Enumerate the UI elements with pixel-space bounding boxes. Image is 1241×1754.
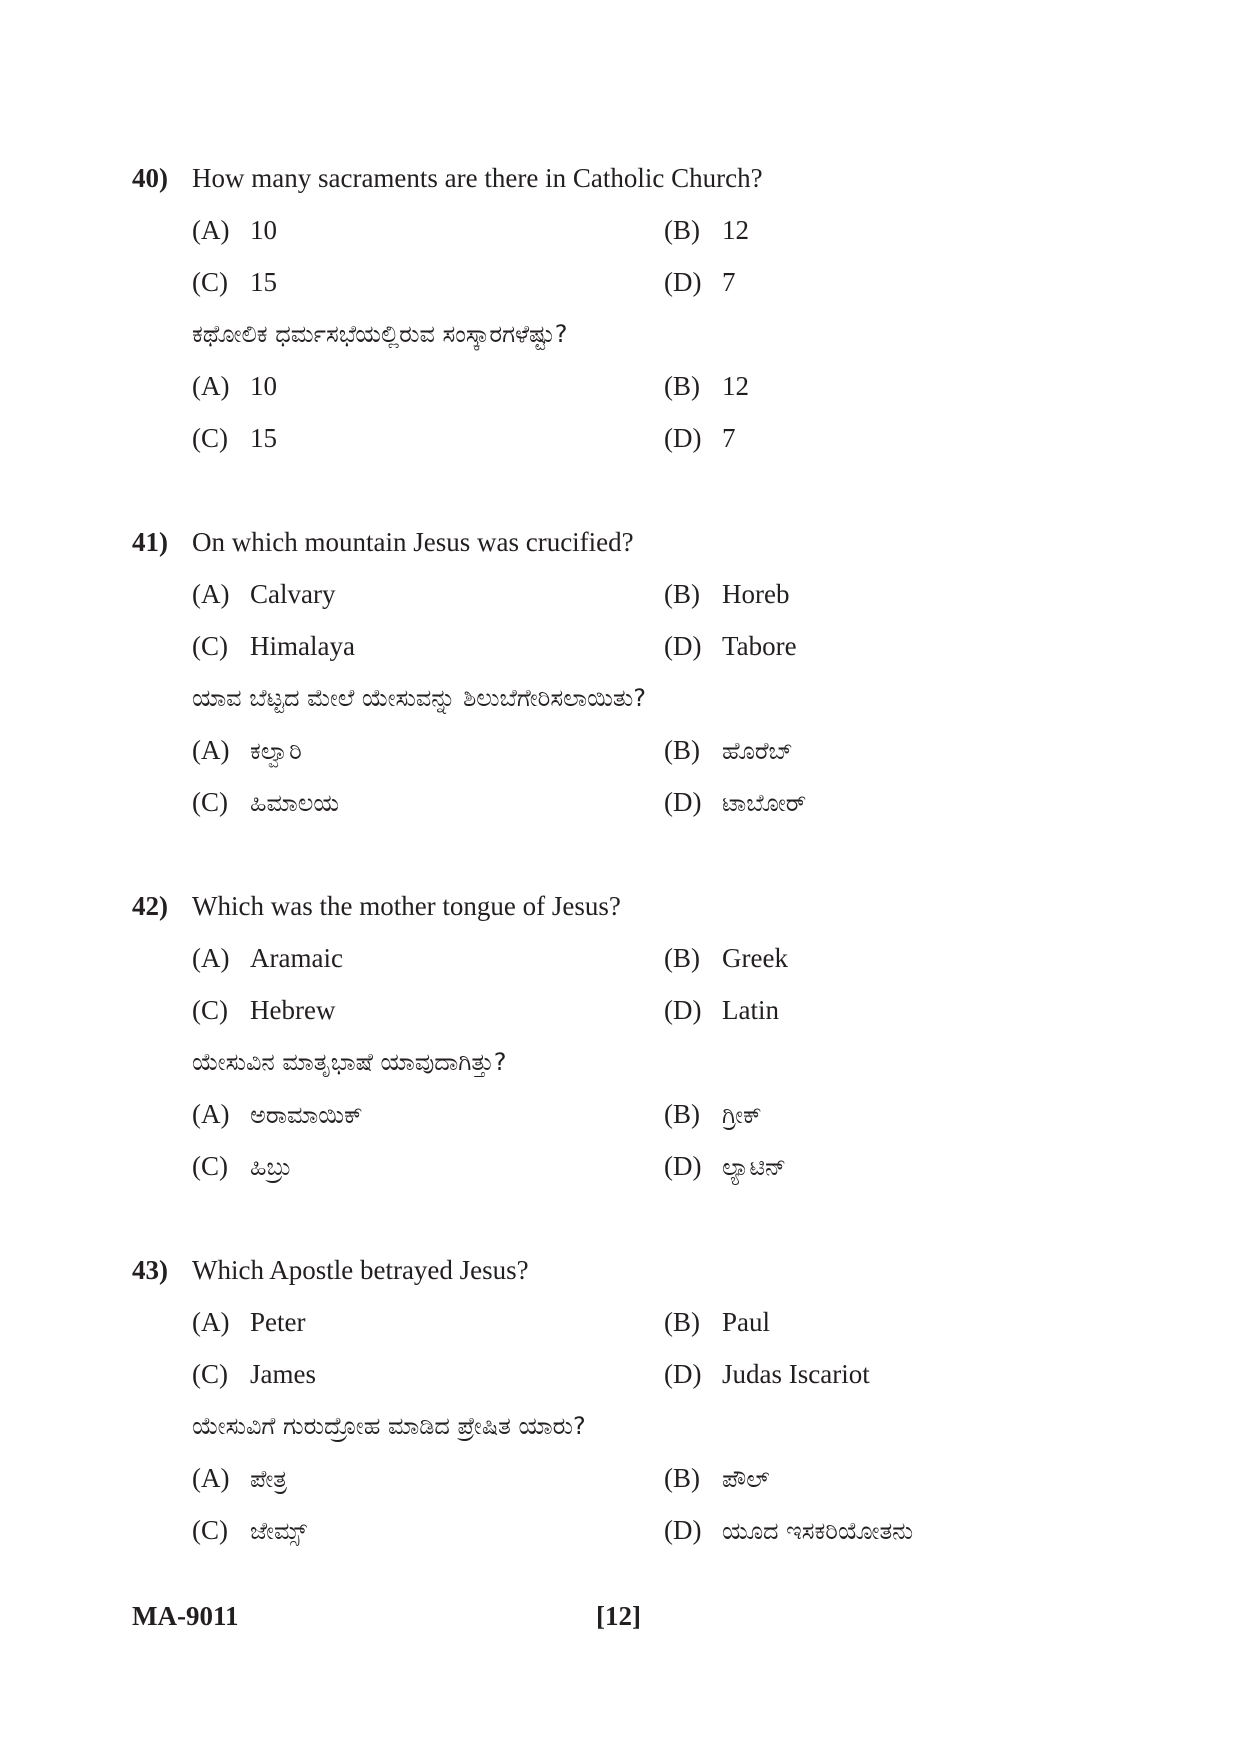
question-text-kannada: ಯೇಸುವಿಗೆ ಗುರುದ್ರೋಹ ಮಾಡಿದ ಪ್ರೇಷಿತ ಯಾರು?: [192, 1412, 586, 1440]
option-d-english: (D) Latin: [664, 995, 779, 1025]
option-b-english: (B) Horeb: [664, 579, 790, 609]
option-c-kannada: (C) ಜೇಮ್ಸ್: [192, 1515, 307, 1545]
option-d-english: (D) 7: [664, 267, 736, 297]
option-c-kannada: (C) 15: [192, 423, 277, 453]
option-b-english: (B) 12: [664, 215, 749, 245]
option-c-kannada: (C) ಹಿಮಾಲಯ: [192, 787, 340, 817]
option-d-english: (D) Judas Iscariot: [664, 1359, 870, 1389]
option-a-kannada: (A) ಕಲ್ವಾರಿ: [192, 735, 302, 765]
option-b-kannada: (B) ಗ್ರೀಕ್: [664, 1099, 762, 1129]
option-c-kannada: (C) ಹಿಬ್ರು: [192, 1151, 292, 1181]
option-b-english: (B) Greek: [664, 943, 788, 973]
option-c-english: (C) Himalaya: [192, 631, 355, 661]
option-d-english: (D) Tabore: [664, 631, 797, 661]
question-text-kannada: ಕಥೋಲಿಕ ಧರ್ಮಸಭೆಯಲ್ಲಿರುವ ಸಂಸ್ಕಾರಗಳೆಷ್ಟು?: [192, 320, 568, 348]
option-d-kannada: (D) ಯೂದ ಇಸಕರಿಯೋತನು: [664, 1515, 914, 1545]
question-number: 40): [132, 163, 168, 193]
option-a-english: (A) Peter: [192, 1307, 306, 1337]
option-b-kannada: (B) ಪೌಲ್: [664, 1463, 770, 1493]
option-a-english: (A) Calvary: [192, 579, 336, 609]
question-number: 42): [132, 891, 168, 921]
question-text-english: Which Apostle betrayed Jesus?: [192, 1255, 529, 1285]
option-b-english: (B) Paul: [664, 1307, 771, 1337]
option-a-kannada: (A) ಅರಾಮಾಯಿಕ್: [192, 1099, 363, 1129]
question-number: 41): [132, 527, 168, 557]
option-b-kannada: (B) 12: [664, 371, 749, 401]
option-d-kannada: (D) ಲ್ಯಾಟಿನ್: [664, 1151, 787, 1181]
page-number: [12]: [596, 1601, 641, 1631]
option-a-english: (A) Aramaic: [192, 943, 343, 973]
option-c-english: (C) James: [192, 1359, 316, 1389]
question-text-kannada: ಯಾವ ಬೆಟ್ಟದ ಮೇಲೆ ಯೇಸುವನ್ನು ಶಿಲುಬೆಗೇರಿಸಲಾಯಿತು?: [192, 684, 646, 712]
option-d-kannada: (D) ಟಾಬೋರ್: [664, 787, 807, 817]
paper-code: MA-9011: [132, 1601, 239, 1631]
option-a-kannada: (A) ಪೇತ್ರ: [192, 1463, 287, 1493]
option-d-kannada: (D) 7: [664, 423, 736, 453]
question-number: 43): [132, 1255, 168, 1285]
question-text-kannada: ಯೇಸುವಿನ ಮಾತೃಭಾಷೆ ಯಾವುದಾಗಿತ್ತು?: [192, 1048, 507, 1076]
question-text-english: Which was the mother tongue of Jesus?: [192, 891, 621, 921]
option-a-kannada: (A) 10: [192, 371, 277, 401]
question-text-english: How many sacraments are there in Catholic Church?: [192, 163, 763, 193]
option-a-english: (A) 10: [192, 215, 277, 245]
option-c-english: (C) Hebrew: [192, 995, 336, 1025]
option-b-kannada: (B) ಹೊರೆಬ್: [664, 735, 793, 765]
question-text-english: On which mountain Jesus was crucified?: [192, 527, 634, 557]
option-c-english: (C) 15: [192, 267, 277, 297]
